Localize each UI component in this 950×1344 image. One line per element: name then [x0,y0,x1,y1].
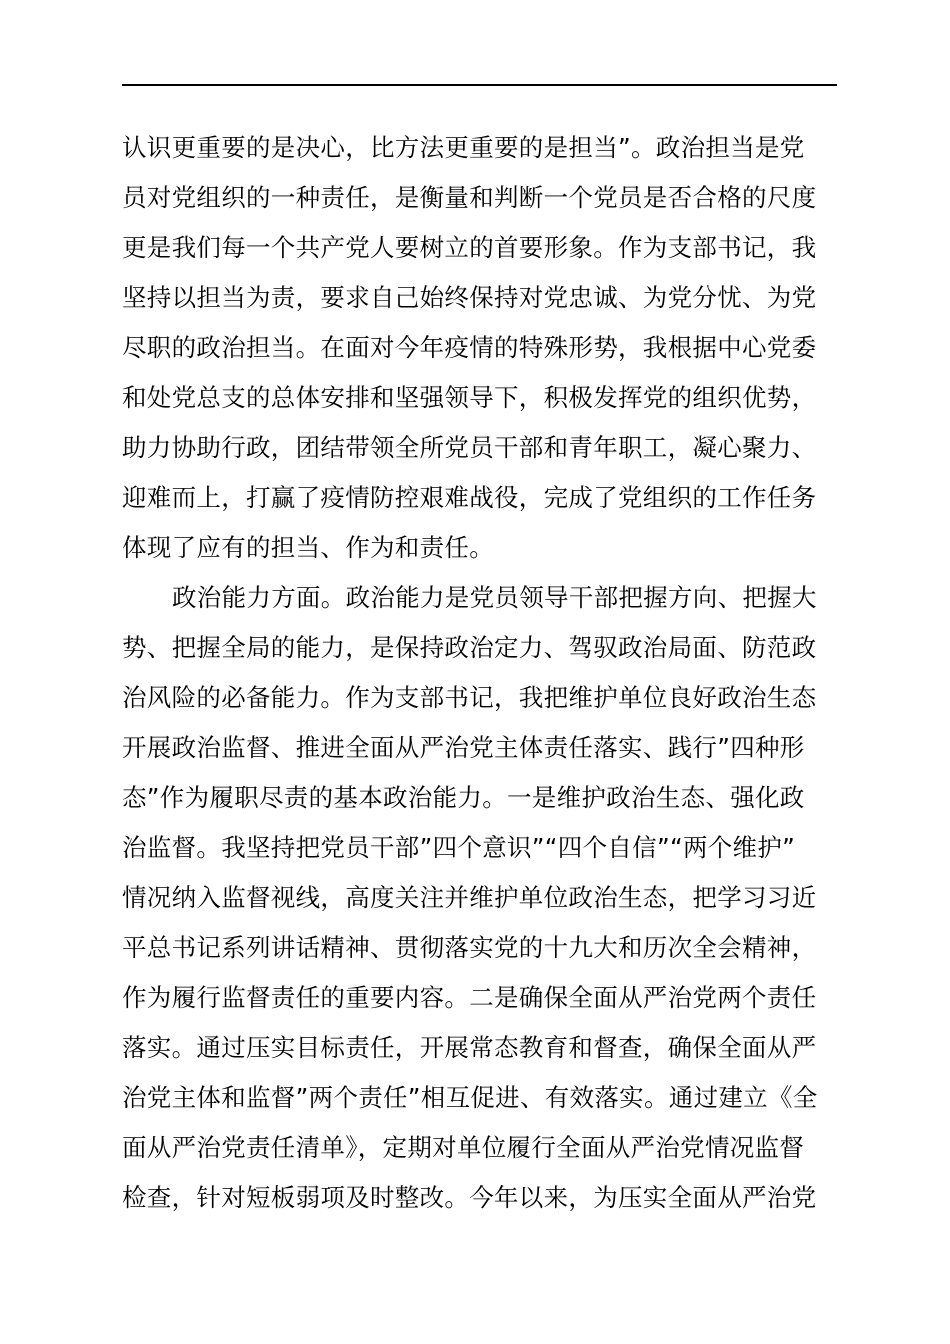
text-line: 治党主体和监督”两个责任”相互促进、有效落实。通过建立《全 [122,1083,818,1112]
text-line: 坚持以担当为责，要求自己始终保持对党忠诚、为党分忧、为党 [122,283,817,312]
text-line: 作为履行监督责任的重要内容。二是确保全面从严治党两个责任 [122,983,817,1012]
text-line: 更是我们每一个共产党人要树立的首要形象。作为支部书记，我 [122,233,817,262]
text-line: 体现了应有的担当、作为和责任。 [122,533,494,562]
text-line: 势、把握全局的能力，是保持政治定力、驾驭政治局面、防范政 [122,633,817,662]
text-line: 员对党组织的一种责任，是衡量和判断一个党员是否合格的尺度 [122,183,817,212]
text-line: 助力协助行政，团结带领全所党员干部和青年职工，凝心聚力、 [122,433,817,462]
text-line: 检查，针对短板弱项及时整改。今年以来，为压实全面从严治党 [122,1183,817,1212]
text-line: 治风险的必备能力。作为支部书记，我把维护单位良好政治生态 [122,683,817,712]
text-line: 尽职的政治担当。在面对今年疫情的特殊形势，我根据中心党委 [122,333,817,362]
text-line: 态”作为履职尽责的基本政治能力。一是维护政治生态、强化政 [122,783,805,812]
text-line: 面从严治党责任清单》，定期对单位履行全面从严治党情况监督 [122,1133,805,1162]
text-line: 迎难而上，打赢了疫情防控艰难战役，完成了党组织的工作任务 [122,483,817,512]
text-line: 和处党总支的总体安排和坚强领导下，积极发挥党的组织优势， [122,383,817,412]
paragraph-first-line: 政治能力方面。政治能力是党员领导干部把握方向、把握大 [172,583,817,612]
header-rule [122,84,837,86]
text-line: 治监督。我坚持把党员干部”四个意识”“四个自信”“两个维护” [122,833,796,862]
text-line: 认识更重要的是决心，比方法更重要的是担当”。政治担当是党 [122,133,805,162]
text-line: 开展政治监督、推进全面从严治党主体责任落实、践行”四种形 [122,733,805,762]
text-line: 落实。通过压实目标责任，开展常态教育和督查，确保全面从严 [122,1033,817,1062]
text-line: 情况纳入监督视线，高度关注并维护单位政治生态，把学习习近 [122,883,817,912]
text-line: 平总书记系列讲话精神、贯彻落实党的十九大和历次全会精神， [122,933,817,962]
